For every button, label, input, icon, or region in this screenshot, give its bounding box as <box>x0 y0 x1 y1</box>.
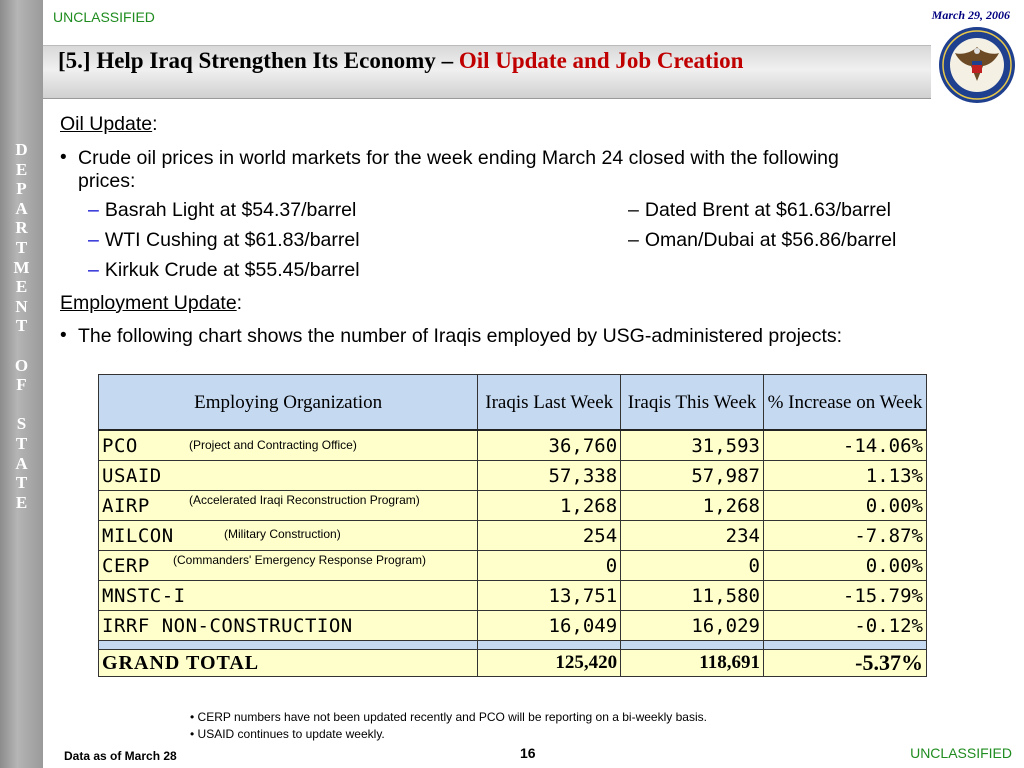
sidebar-letter: N <box>15 296 28 316</box>
title-dash: – <box>435 48 459 73</box>
table-header-row <box>99 375 927 431</box>
sidebar-letter: T <box>15 316 28 336</box>
this-week-cell: 57,987 <box>621 461 764 491</box>
org-cell <box>99 521 478 551</box>
employment-bullet: The following chart shows the number of Iraqis employed by USG-administered projects: <box>78 325 843 347</box>
oil-update-heading-line <box>60 113 158 136</box>
table-row <box>99 551 927 581</box>
org-full-name: (Accelerated Iraqi Reconstruction Program) <box>189 493 420 507</box>
sidebar-letter: M <box>13 257 30 277</box>
dash-icon: – <box>628 199 639 221</box>
note-usaid: USAID continues to update weekly. <box>197 727 385 741</box>
sidebar-letter: S <box>16 414 27 434</box>
sidebar-letter: T <box>15 433 28 453</box>
this-week-cell: 16,029 <box>621 611 764 641</box>
org-name: MILCON <box>102 524 174 547</box>
sidebar-letter: T <box>15 237 28 257</box>
employment-table <box>98 374 927 677</box>
org-name: USAID <box>102 464 162 487</box>
org-cell <box>99 491 478 521</box>
org-full-name: (Project and Contracting Office) <box>189 438 357 452</box>
dash-icon: – <box>628 229 639 251</box>
last-week-cell: 0 <box>478 551 621 581</box>
percent-cell: -14.06% <box>764 430 927 461</box>
sidebar-letter: E <box>15 159 28 179</box>
price-oman-dubai: Oman/Dubai at $56.86/barrel <box>644 229 897 251</box>
oil-update-colon: : <box>152 113 158 135</box>
employment-colon: : <box>236 292 243 314</box>
this-week-cell: 11,580 <box>621 581 764 611</box>
sidebar-letter: D <box>15 140 28 159</box>
spacer-cell <box>478 641 621 650</box>
dash-icon: – <box>88 259 99 281</box>
title-highlight: Oil Update and Job Creation <box>458 48 744 73</box>
price-item <box>628 199 891 222</box>
grand-total-last-week: 125,420 <box>478 650 621 677</box>
price-item <box>88 199 356 222</box>
org-full-name: (Commanders' Emergency Response Program) <box>173 553 427 567</box>
price-kirkuk: Kirkuk Crude at $55.45/barrel <box>104 259 360 281</box>
org-cell <box>99 581 478 611</box>
department-of-state-vertical-text <box>0 140 43 512</box>
sidebar-letter <box>0 395 43 415</box>
oil-bullet-line1: Crude oil prices in world markets for the week ending March 24 closed with the following <box>78 147 839 169</box>
org-name: CERP <box>102 554 150 577</box>
this-week-cell: 31,593 <box>621 430 764 461</box>
table-row <box>99 581 927 611</box>
oil-update-heading: Oil Update <box>60 113 153 135</box>
org-name: AIRP <box>102 494 150 517</box>
org-name: IRRF NON-CONSTRUCTION <box>102 614 353 637</box>
last-week-cell: 13,751 <box>478 581 621 611</box>
grand-total-this-week: 118,691 <box>621 650 764 677</box>
price-wti: WTI Cushing at $61.83/barrel <box>104 229 360 251</box>
table-row <box>99 521 927 551</box>
spacer-cell <box>621 641 764 650</box>
org-cell <box>99 461 478 491</box>
org-cell <box>99 430 478 461</box>
sidebar-letter: A <box>15 453 28 473</box>
sidebar-letter: E <box>15 492 28 512</box>
title-prefix: [5.] Help Iraq Strengthen Its Economy <box>58 48 436 73</box>
header-employing-organization: Employing Organization <box>99 375 478 431</box>
dash-icon: – <box>88 199 99 221</box>
org-name: PCO <box>102 434 138 457</box>
header-percent-increase: % Increase on Week <box>764 375 927 431</box>
sidebar-letter: T <box>15 473 28 493</box>
percent-cell: 0.00% <box>764 491 927 521</box>
sidebar-letter <box>0 336 43 356</box>
percent-cell: -7.87% <box>764 521 927 551</box>
header-iraqis-this-week: Iraqis This Week <box>621 375 764 431</box>
percent-cell: 0.00% <box>764 551 927 581</box>
table-row <box>99 430 927 461</box>
oil-bullet-line2: prices: <box>78 170 136 192</box>
percent-cell: -15.79% <box>764 581 927 611</box>
price-item <box>628 229 896 252</box>
sidebar-letter: R <box>15 218 28 238</box>
this-week-cell: 0 <box>621 551 764 581</box>
sidebar-letter: O <box>14 355 29 375</box>
table-spacer-row <box>99 641 927 650</box>
sidebar-letter: A <box>15 198 28 218</box>
note-item: • USAID continues to update weekly. <box>190 727 385 741</box>
slide-date: March 29, 2006 <box>931 8 1010 22</box>
last-week-cell: 1,268 <box>478 491 621 521</box>
bullet-icon: • <box>60 147 67 168</box>
price-item <box>88 259 360 282</box>
org-full-name: (Military Construction) <box>224 527 341 541</box>
note-cerp: CERP numbers have not been updated recently and PCO will be reporting on a bi-weekly basis. <box>197 710 707 724</box>
sidebar-letter: F <box>16 375 27 395</box>
this-week-cell: 234 <box>621 521 764 551</box>
last-week-cell: 36,760 <box>478 430 621 461</box>
employment-update-heading: Employment Update <box>60 292 237 314</box>
org-cell <box>99 551 478 581</box>
spacer-cell <box>764 641 927 650</box>
table-notes <box>190 709 707 743</box>
page-number: 16 <box>520 745 536 761</box>
percent-cell: 1.13% <box>764 461 927 491</box>
table-row <box>99 461 927 491</box>
grand-total-row <box>99 650 927 677</box>
spacer-cell <box>99 641 478 650</box>
data-as-of: Data as of March 28 <box>64 749 177 763</box>
last-week-cell: 57,338 <box>478 461 621 491</box>
org-cell <box>99 611 478 641</box>
note-item: • CERP numbers have not been updated recently and PCO will be reporting on a bi-weekly basis. <box>190 710 707 724</box>
department-of-state-seal-icon <box>931 25 1023 105</box>
table-row <box>99 611 927 641</box>
sidebar <box>0 0 43 768</box>
classification-bottom: UNCLASSIFIED <box>910 745 1012 761</box>
grand-total-label: GRAND TOTAL <box>99 650 478 677</box>
last-week-cell: 254 <box>478 521 621 551</box>
dash-icon: – <box>88 229 99 251</box>
table-row <box>99 491 927 521</box>
bullet-icon: • <box>60 325 67 346</box>
grand-total-percent: -5.37% <box>764 650 927 677</box>
price-item <box>88 229 360 252</box>
slide-title <box>58 48 818 73</box>
sidebar-letter: P <box>16 179 27 199</box>
org-name: MNSTC-I <box>102 584 186 607</box>
this-week-cell: 1,268 <box>621 491 764 521</box>
last-week-cell: 16,049 <box>478 611 621 641</box>
percent-cell: -0.12% <box>764 611 927 641</box>
classification-top: UNCLASSIFIED <box>53 9 155 25</box>
price-brent: Dated Brent at $61.63/barrel <box>644 199 891 221</box>
sidebar-letter: E <box>15 277 28 297</box>
price-basrah: Basrah Light at $54.37/barrel <box>104 199 357 221</box>
employment-heading-line <box>60 292 242 315</box>
header-iraqis-last-week: Iraqis Last Week <box>478 375 621 431</box>
